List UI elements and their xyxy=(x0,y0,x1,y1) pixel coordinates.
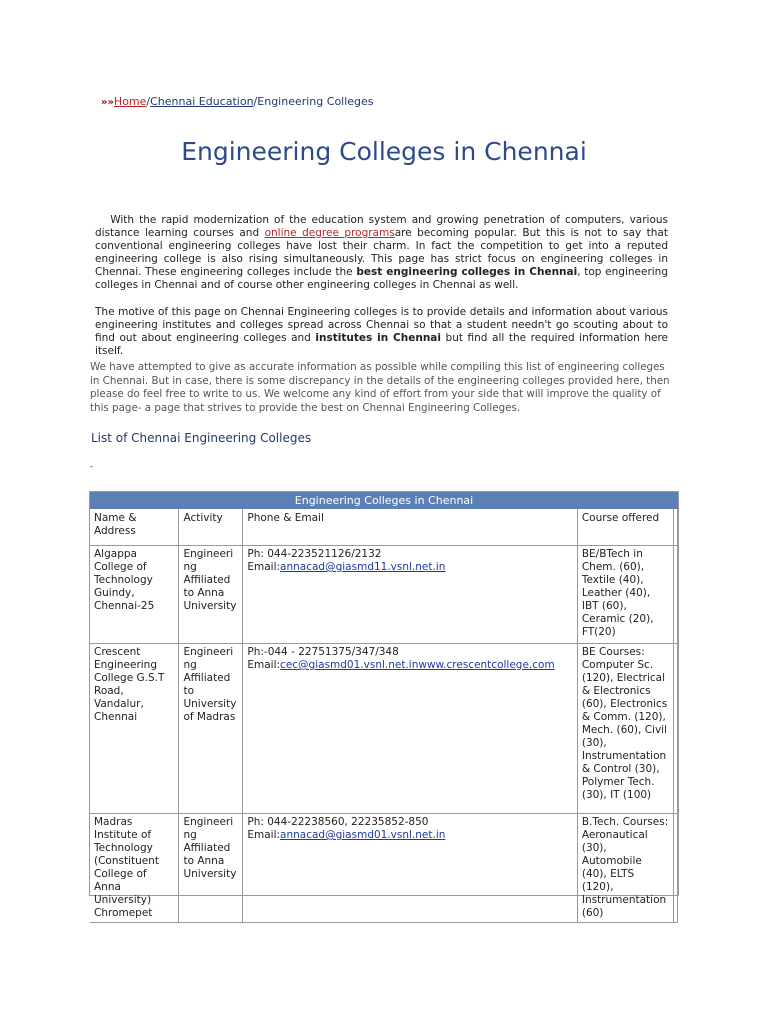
intro-paragraph-2 xyxy=(95,306,668,358)
email-line xyxy=(247,659,572,672)
list-marker: - xyxy=(90,462,94,472)
phone-number: Ph: 044-223521126/2132 xyxy=(247,548,382,560)
table-row xyxy=(90,644,678,814)
college-contact xyxy=(243,814,577,923)
college-courses: BE Courses: Computer Sc. (120), Electrical & Electronics (60), Electronics & Comm. (120), Mech. (60), Civil (30), Instrumentation & Control (30), Polymer Tech. (30), IT (100) xyxy=(578,644,674,814)
column-spacer xyxy=(674,509,678,546)
colleges-table xyxy=(89,491,679,919)
intro-text: are becoming popular. But this is not to say that conventional engineering colleges have lost their charm. In fact the competition to get into a reputed engineering college is also rising simultaneously. This page has strict focus on engineering colleges in Chennai. These engineering colleges include the xyxy=(95,227,668,278)
email-line xyxy=(247,561,572,574)
college-name-address: Algappa College of Technology Guindy, Chennai-25 xyxy=(90,546,179,644)
page-title: Engineering Colleges in Chennai xyxy=(181,137,587,166)
intro-paragraph-1 xyxy=(95,214,668,292)
intro-text: , top engineering colleges in Chennai and of course other engineering colleges in Chennai as well. xyxy=(95,266,669,291)
email-label: Email: xyxy=(247,659,281,671)
email-link[interactable]: annacad@giasmd11.vsnl.net.in xyxy=(280,561,446,573)
disclaimer-paragraph: We have attempted to give as accurate information as possible while compiling this list of engineering colleges in Chennai. But in case, there is some discrepancy in the details of the engineering colleges provided here, then please do feel free to write to us. We welcome any kind of effort from your side that will improve the quality of this page- a page that strives to provide the best on Chennai Engineering Colleges. xyxy=(90,361,670,414)
table-row xyxy=(90,814,678,923)
email-link[interactable]: annacad@giasmd01.vsnl.net.in xyxy=(280,829,446,841)
breadcrumb xyxy=(101,95,374,108)
online-degree-programs-link[interactable]: online degree programs xyxy=(264,227,395,239)
college-courses: BE/BTech in Chem. (60), Textile (40), Leather (40), IBT (60), Ceramic (20), FT(20) xyxy=(578,546,674,644)
column-header-name-address: Name & Address xyxy=(90,509,179,546)
email-label: Email: xyxy=(247,561,281,573)
intro-bold-text: best engineering colleges in Chennai xyxy=(356,266,578,278)
intro-text: The motive of this page on Chennai Engineering colleges is to provide details and information about various engineering institutes and colleges spread across Chennai so that a student needn't go scouting about to find out about engineering colleges and xyxy=(95,306,668,344)
breadcrumb-home-link[interactable]: Home xyxy=(113,95,147,108)
intro-text: but find all the required information here itself. xyxy=(95,332,668,357)
list-heading: List of Chennai Engineering Colleges xyxy=(91,431,312,445)
intro-text: With the rapid modernization of the education system and growing penetration of computers, various distance learning courses and xyxy=(95,214,668,239)
column-header-phone-email: Phone & Email xyxy=(243,509,577,546)
breadcrumb-current: Engineering Colleges xyxy=(257,95,374,108)
phone-number: Ph: 044-22238560, 22235852-850 xyxy=(247,816,429,828)
college-activity: Engineering Affiliated to Anna University xyxy=(179,546,243,644)
table-caption: Engineering Colleges in Chennai xyxy=(90,492,678,509)
intro-bold-text: institutes in Chennai xyxy=(315,332,441,344)
college-name-address: Madras Institute of Technology (Constituent College of Anna University) Chromepet xyxy=(90,814,179,923)
email-line xyxy=(247,829,572,842)
row-spacer xyxy=(674,814,678,923)
breadcrumb-separator: / xyxy=(146,95,151,108)
phone-number: Ph:-044 - 22751375/347/348 xyxy=(247,646,399,658)
email-link[interactable]: cec@giasmd01.vsnl.net.inwww.crescentcollege.com xyxy=(280,659,555,671)
college-contact xyxy=(243,546,577,644)
breadcrumb-separator: / xyxy=(253,95,258,108)
college-contact xyxy=(243,644,577,814)
breadcrumb-chennai-education-link[interactable]: Chennai Education xyxy=(150,95,254,108)
row-spacer xyxy=(674,644,678,814)
college-activity: Engineering Affiliated to Anna University xyxy=(179,814,243,923)
table-row xyxy=(90,546,678,644)
college-name-address: Crescent Engineering College G.S.T Road, Vandalur, Chennai xyxy=(90,644,179,814)
college-activity: Engineering Affiliated to University of Madras xyxy=(179,644,243,814)
column-header-course-offered: Course offered xyxy=(578,509,674,546)
email-label: Email: xyxy=(247,829,281,841)
row-spacer xyxy=(674,546,678,644)
breadcrumb-marker: »» xyxy=(101,97,114,108)
college-courses: B.Tech. Courses: Aeronautical (30), Automobile (40), ELTS (120), Instrumentation (60) xyxy=(578,814,674,923)
column-header-activity: Activity xyxy=(179,509,243,546)
